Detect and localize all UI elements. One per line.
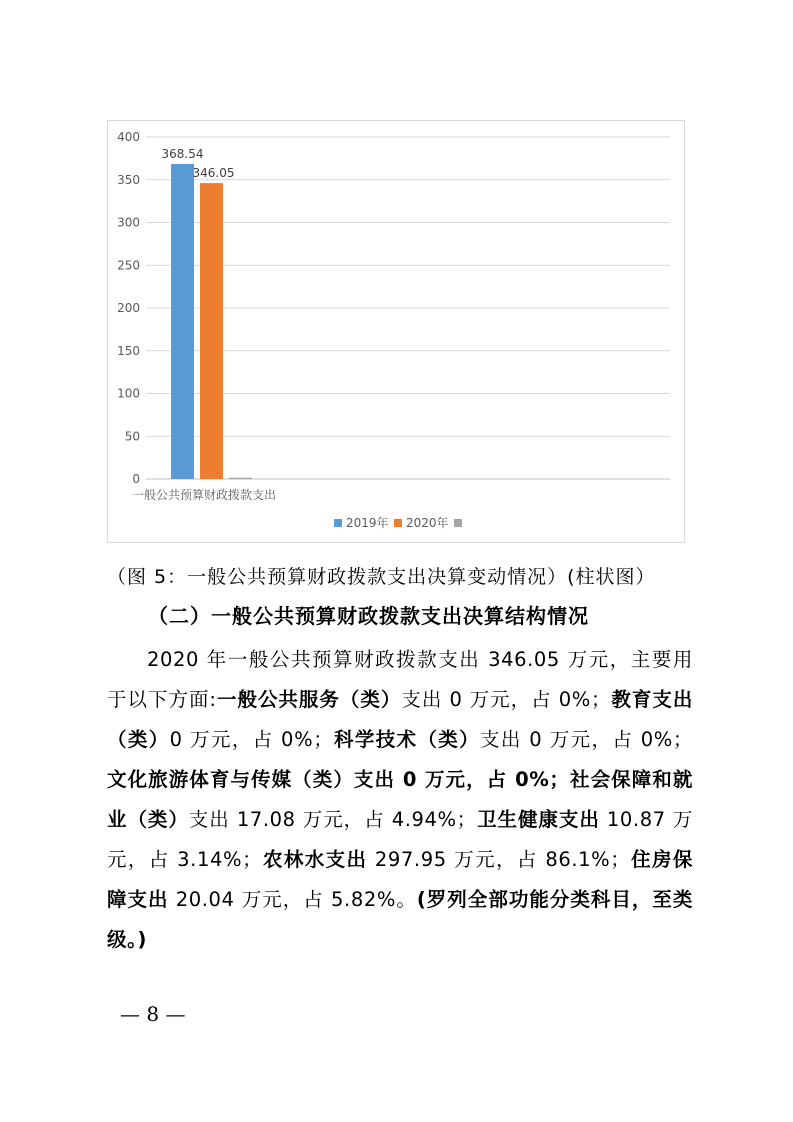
body-run: 社会保障和就业（类） xyxy=(107,768,693,831)
y-tick-label: 400 xyxy=(117,130,140,144)
y-tick-label: 150 xyxy=(117,343,140,358)
y-tick-label: 250 xyxy=(117,258,140,273)
y-tick-label: 0 xyxy=(132,472,140,486)
bar-1 xyxy=(171,164,194,479)
body-run: 支出 0 万元，占 0%； xyxy=(401,688,612,711)
body-run: 文化旅游体育与传媒（类）支出 0 万元，占 0%； xyxy=(107,768,570,791)
legend-swatch xyxy=(394,519,402,527)
body-paragraph xyxy=(107,640,693,960)
body-run: 一般公共服务（类） xyxy=(216,688,402,711)
x-category-label: 一般公共预算财政拨款支出 xyxy=(132,488,277,502)
y-tick-label: 200 xyxy=(117,301,140,315)
legend-label: 2019年 xyxy=(346,516,389,530)
body-run: 科学技术（类） xyxy=(333,728,481,751)
section-title: （二）一般公共预算财政拨款支出决算结构情况 xyxy=(148,604,589,628)
body-run: 农林水支出 xyxy=(262,848,368,871)
bar-3 xyxy=(229,478,252,479)
page-number: — 8 — xyxy=(120,1002,186,1026)
y-tick-label: 300 xyxy=(117,215,140,230)
body-run: 教育支出（类） xyxy=(107,688,693,751)
legend-swatch xyxy=(334,519,342,527)
body-run: 20.04 万元，占 5.82%。 xyxy=(168,888,417,911)
data-label: 368.54 xyxy=(161,146,204,161)
y-tick-label: 100 xyxy=(117,386,140,401)
bar-2 xyxy=(200,183,223,479)
body-run: 卫生健康支出 xyxy=(476,808,600,831)
bar-chart xyxy=(107,120,685,543)
legend-swatch xyxy=(454,519,462,527)
data-label: 346.05 xyxy=(192,166,235,181)
body-run: 2020 年一般公共预算财政拨款支出 346.05 万元，主要用于以下方面: xyxy=(107,648,693,711)
body-run: 支出 0 万元，占 0%； xyxy=(480,728,693,751)
figure-caption: （图 5：一般公共预算财政拨款支出决算变动情况）(柱状图） xyxy=(107,566,656,588)
chart-svg xyxy=(108,121,686,544)
legend-label: 2020年 xyxy=(406,516,449,530)
body-run: (罗列全部功能分类科目，至类级。) xyxy=(107,888,693,951)
y-tick-label: 350 xyxy=(117,172,140,187)
body-run: 住房保障支出 xyxy=(107,848,693,911)
body-run: 支出 17.08 万元，占 4.94%； xyxy=(188,808,477,831)
body-run: 297.95 万元，占 86.1%； xyxy=(367,848,631,871)
body-run: 0 万元，占 0%； xyxy=(169,728,334,751)
body-run: 10.87 万元，占 3.14%； xyxy=(107,808,693,871)
y-tick-label: 50 xyxy=(124,429,140,444)
